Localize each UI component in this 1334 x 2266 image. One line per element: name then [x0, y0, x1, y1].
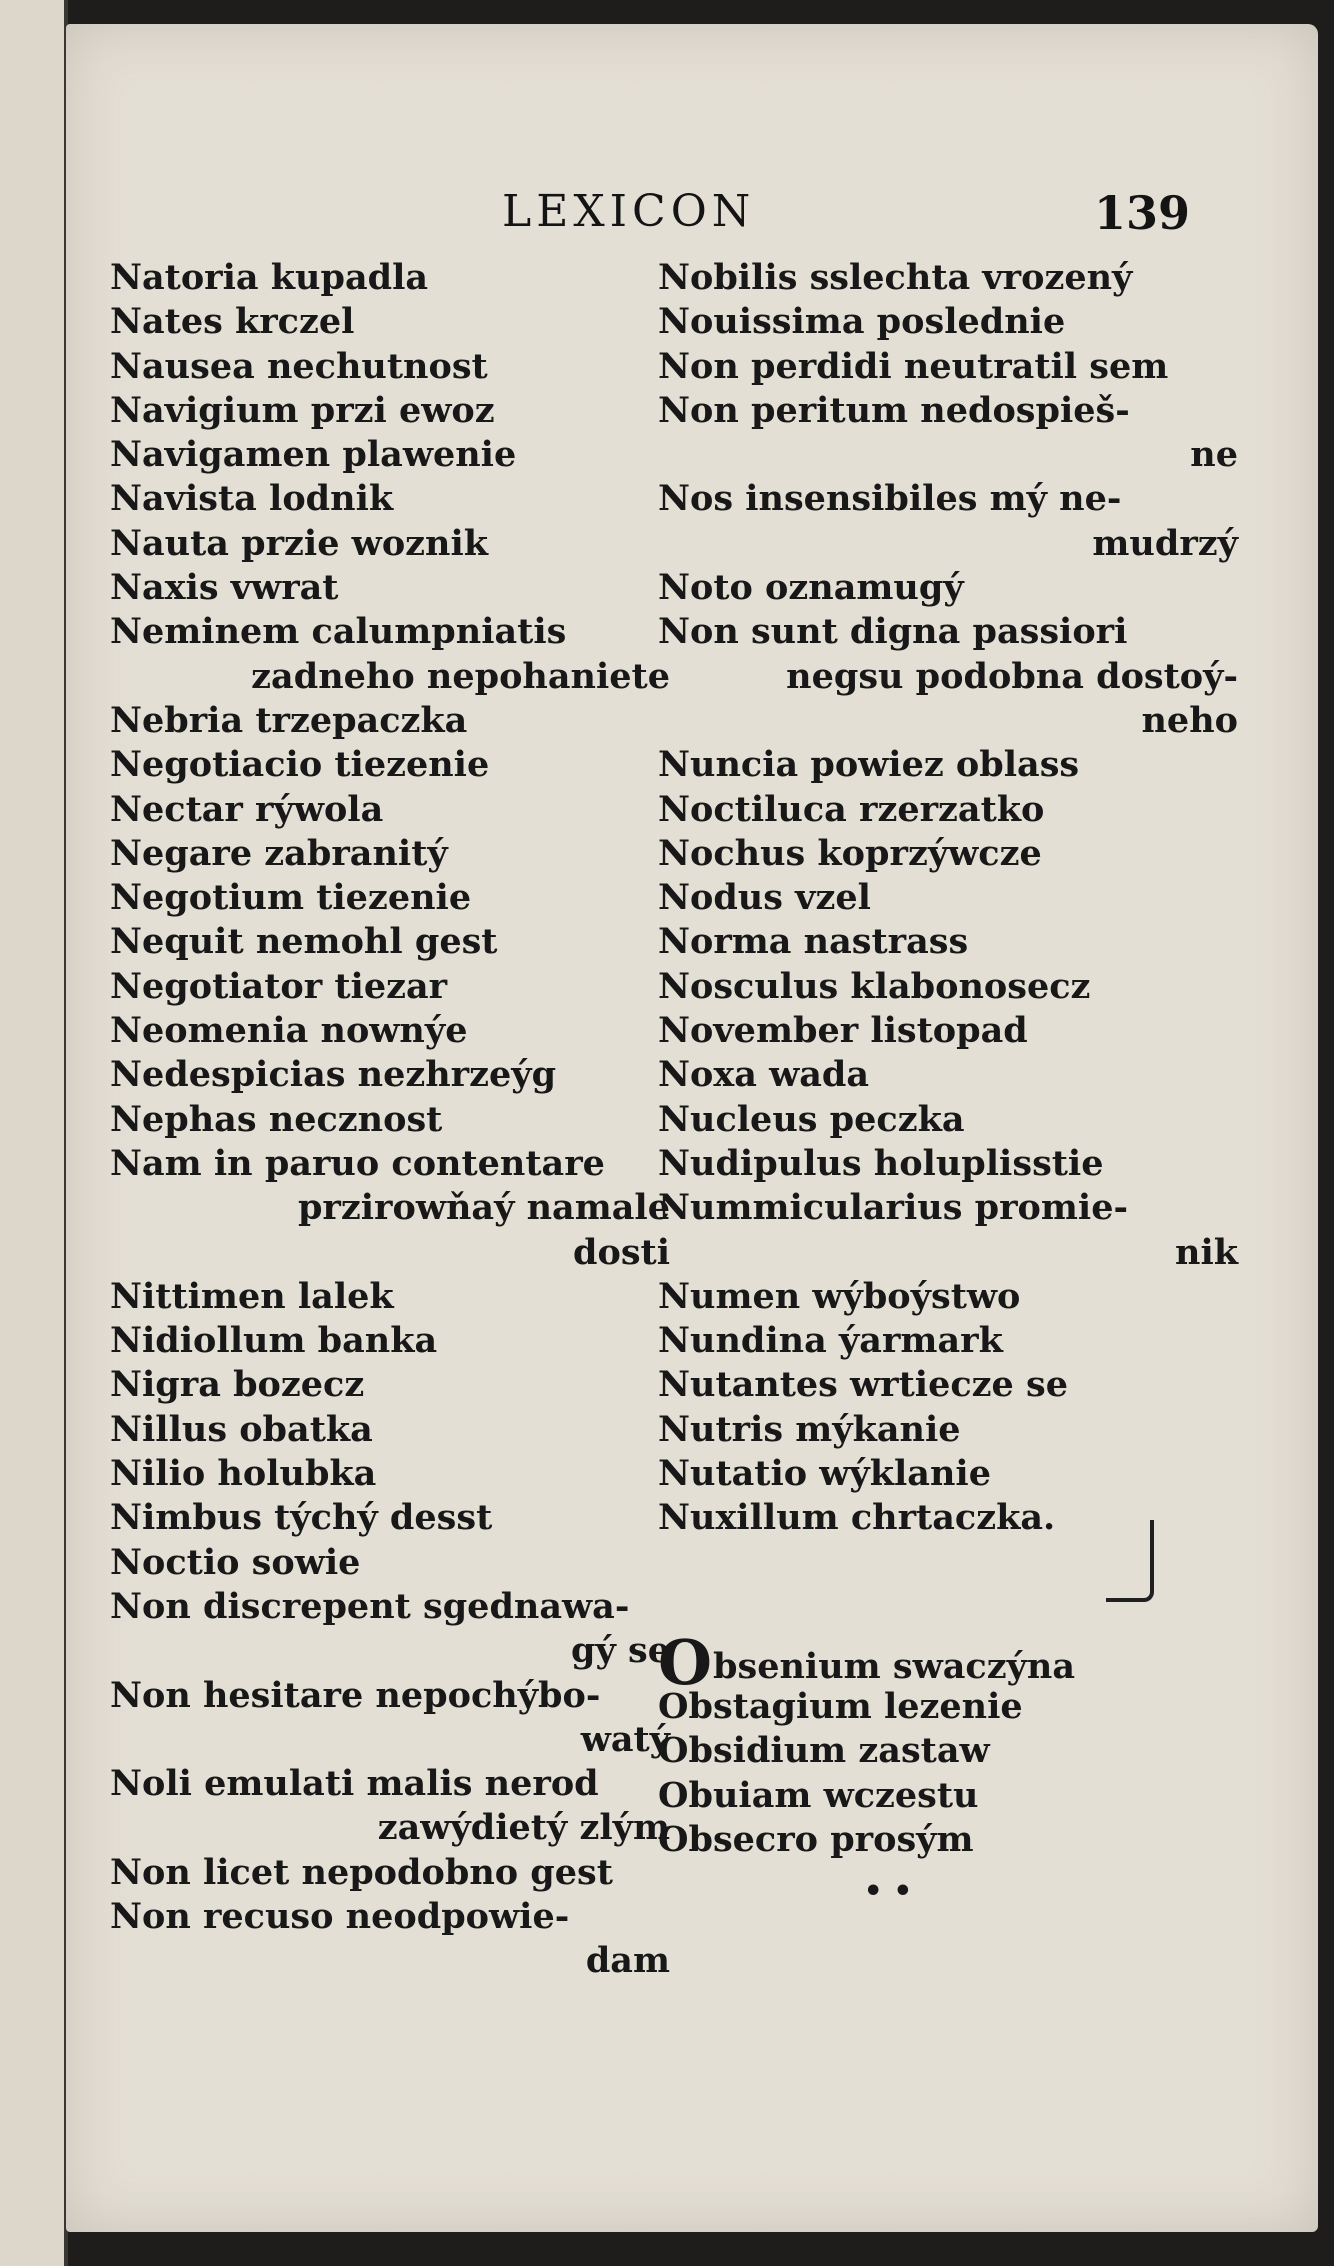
entry-line: Non perdidi neutratil sem: [658, 345, 1169, 387]
entry-continuation: dosti: [573, 1231, 670, 1273]
entry-line: Negotiacio tiezenie: [110, 744, 490, 786]
entry-line: Natoria kupadla: [110, 257, 429, 298]
o-section: [658, 1625, 1238, 1915]
entry-line: Non discrepent sgednawa-: [110, 1585, 630, 1627]
entry-line: Nosculus klabonosecz: [658, 965, 1091, 1007]
entry-line: Neomenia nownýe: [110, 1010, 468, 1052]
entry-continuation: mudrzý: [1092, 522, 1238, 564]
entry-line: Nos insensibiles mý ne-: [658, 478, 1122, 520]
entry-line: Norma nastrass: [658, 921, 969, 963]
running-title: LEXICON: [502, 186, 756, 237]
entry-line: Nam in paruo contentare: [110, 1142, 605, 1184]
entry-line: Nucleus peczka: [658, 1098, 965, 1140]
entry-line: Navigamen plawenie: [110, 434, 517, 476]
entry-line: Noxa wada: [658, 1054, 870, 1096]
entry-continuation: neho: [1141, 699, 1238, 741]
entry-line: Noli emulati malis nerod: [110, 1763, 599, 1805]
entry-line: Obsidium zastaw: [658, 1730, 990, 1772]
entry-line: Nauta przie woznik: [110, 522, 489, 564]
entry-line: Nutantes wrtiecze se: [658, 1364, 1068, 1406]
entry-line: Noto oznamugý: [658, 567, 964, 609]
entry-line: Navista lodnik: [110, 478, 394, 520]
entry-continuation: negsu podobna dostoý-: [786, 655, 1238, 697]
entry-continuation: przirowňaý namale: [297, 1187, 670, 1229]
end-bracket-mark: [1106, 1520, 1154, 1602]
entry-line: Nidiollum banka: [110, 1320, 438, 1362]
right-column: [658, 256, 1238, 1914]
entry-line: Non recuso neodpowie-: [110, 1895, 570, 1937]
entry-line: Non peritum nedospieš-: [658, 389, 1130, 431]
book-page: [66, 24, 1318, 2232]
section-first-entry: [658, 1625, 1238, 1699]
entry-line: Nectar rýwola: [110, 788, 384, 830]
entry-line: Noctio sowie: [110, 1541, 361, 1583]
entry-line: Nillus obatka: [110, 1408, 373, 1450]
entry-line: Nebria trzepaczka: [110, 699, 468, 741]
entry-line: Non sunt digna passiori: [658, 611, 1128, 653]
entry-line: Nuxillum chrtaczka.: [658, 1497, 1056, 1539]
previous-page-edge: [0, 0, 68, 2266]
entry-line: Negotium tiezenie: [110, 877, 472, 919]
entry-continuation: zawýdietý zlým: [377, 1807, 670, 1849]
entry-line: Obsecro prosým: [658, 1818, 974, 1860]
entry-continuation: zadneho nepohaniete: [251, 655, 670, 697]
entry-line: Nutatio wýklanie: [658, 1453, 991, 1495]
entry-continuation: nik: [1175, 1231, 1238, 1273]
entry-line: Nausea nechutnost: [110, 345, 488, 387]
drop-initial: O: [658, 1625, 713, 1699]
entry-line: Nigra bozecz: [110, 1364, 365, 1406]
entry-line: Non licet nepodobno gest: [110, 1851, 613, 1893]
entry-line: Obstagium lezenie: [658, 1685, 1023, 1727]
entry-line: Nates krczel: [110, 301, 355, 343]
entry-line: Neminem calumpniatis: [110, 611, 567, 653]
entry-continuation: gý se: [571, 1630, 670, 1672]
entry-line: Nutris mýkanie: [658, 1408, 961, 1450]
entry-line: Nilio holubka: [110, 1453, 377, 1495]
entry-line: Nephas necznost: [110, 1098, 443, 1140]
entry-continuation: watý: [580, 1718, 670, 1760]
entry-continuation: ne: [1190, 434, 1238, 476]
entry-line: Nimbus týchý desst: [110, 1497, 493, 1539]
entry-line: Nochus koprzýwcze: [658, 832, 1042, 874]
entry-line: Nequit nemohl gest: [110, 921, 498, 963]
entry-line: November listopad: [658, 1010, 1028, 1052]
entry-line: Navigium przi ewoz: [110, 389, 495, 431]
entry-line: Obuiam wczestu: [658, 1774, 979, 1816]
entry-line: Negare zabranitý: [110, 832, 448, 874]
left-column: [110, 256, 670, 1984]
entry-line: Negotiator tiezar: [110, 965, 448, 1007]
entry-line: Nobilis sslechta vrozený: [658, 257, 1133, 298]
entry-line: Nodus vzel: [658, 877, 871, 919]
entry-line: Nedespicias nezhrzeýg: [110, 1054, 557, 1096]
entry-line: Non hesitare nepochýbo-: [110, 1674, 601, 1716]
entry-line: Nittimen lalek: [110, 1275, 394, 1317]
page-header: [66, 180, 1318, 250]
entry-line: Nundina ýarmark: [658, 1320, 1003, 1362]
entry-line: Nudipulus holuplisstie: [658, 1142, 1104, 1184]
signature-mark: • •: [863, 1874, 913, 1910]
entry-line: Naxis vwrat: [110, 567, 339, 609]
page-number: 139: [1094, 186, 1191, 240]
entry-line: Nummicularius promie-: [658, 1187, 1128, 1229]
entry-line: Nuncia powiez oblass: [658, 744, 1080, 786]
entry-line: Noctiluca rzerzatko: [658, 788, 1045, 830]
entry-line: Nouissima poslednie: [658, 301, 1066, 343]
first-entry-rest: bsenium swaczýna: [713, 1645, 1076, 1687]
entry-line: Numen wýboýstwo: [658, 1275, 1021, 1317]
entry-continuation: dam: [585, 1940, 670, 1982]
